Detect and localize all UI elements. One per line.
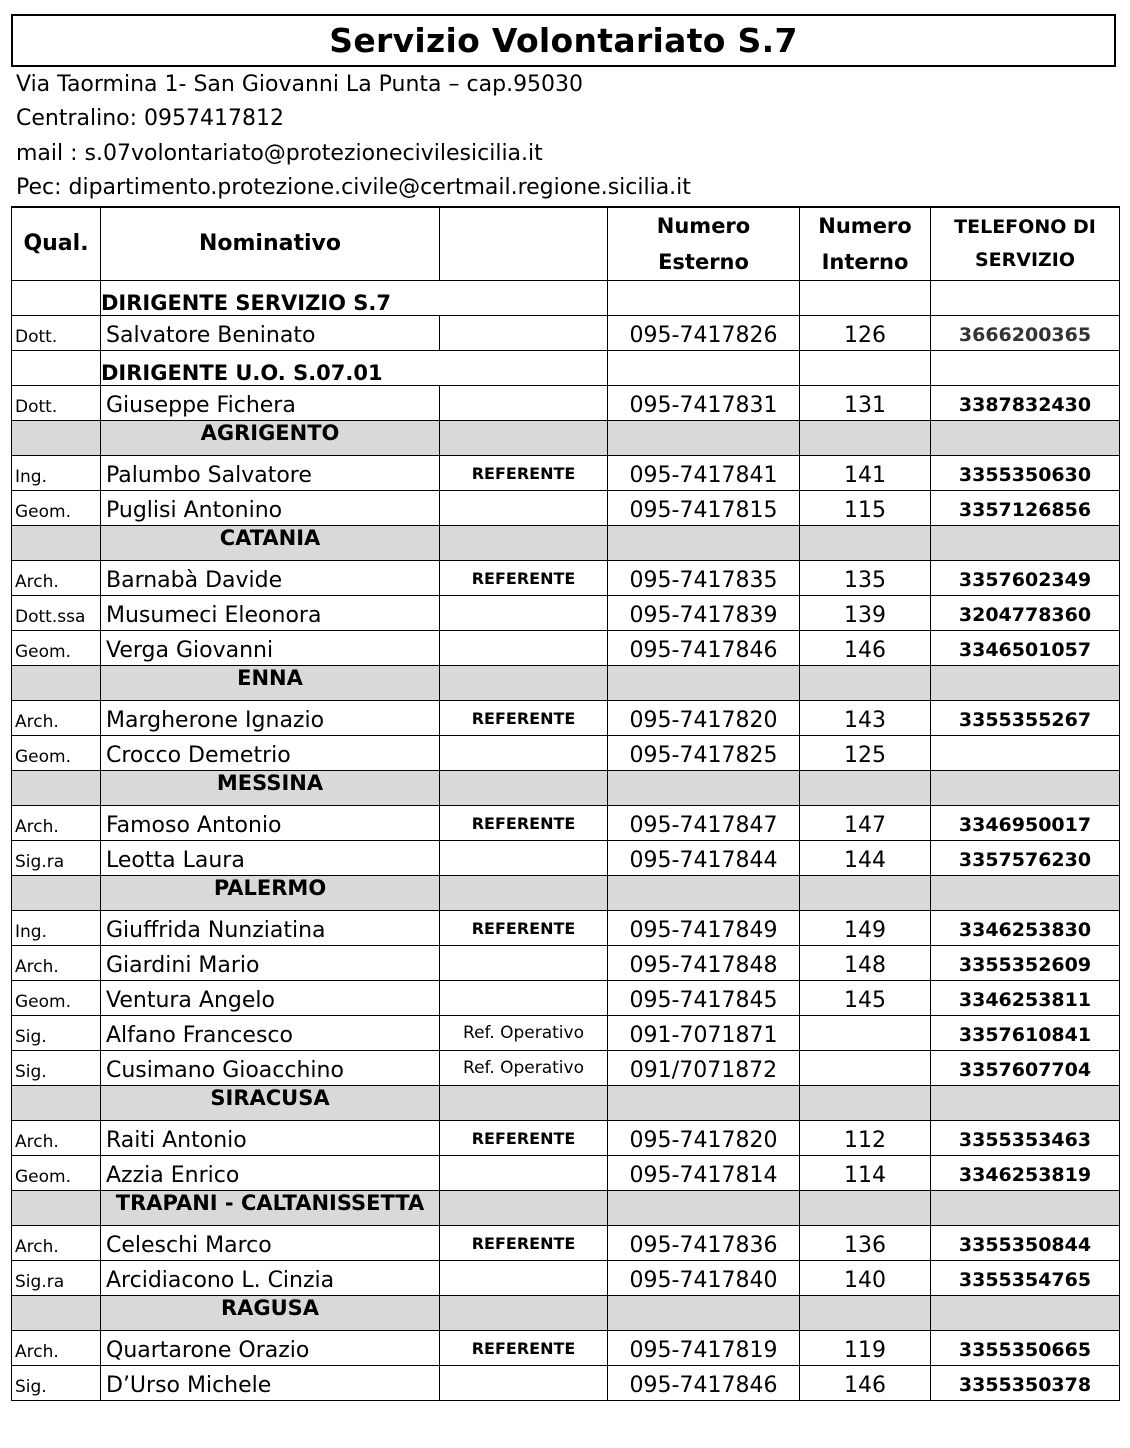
qualification-cell: Arch. xyxy=(12,1331,101,1366)
pec-line: Pec: dipartimento.protezione.civile@certmail.regione.sicilia.it xyxy=(16,175,691,200)
role-cell: REFERENTE xyxy=(440,1121,608,1156)
qualification-cell: Sig.ra xyxy=(12,1261,101,1296)
name-cell: Giuseppe Fichera xyxy=(101,386,440,421)
external-number-cell: 095-7417831 xyxy=(608,386,800,421)
internal-number-cell: 141 xyxy=(800,456,931,491)
empty-cell xyxy=(608,281,800,316)
region-name: CATANIA xyxy=(101,526,440,561)
empty-cell xyxy=(440,666,608,701)
empty-cell xyxy=(800,351,931,386)
internal-number-cell: 146 xyxy=(800,1366,931,1401)
qualification-cell: Ing. xyxy=(12,911,101,946)
region-name: AGRIGENTO xyxy=(101,421,440,456)
role-cell: REFERENTE xyxy=(440,456,608,491)
external-number-cell: 095-7417847 xyxy=(608,806,800,841)
empty-cell xyxy=(800,1086,931,1121)
service-phone-cell: 3387832430 xyxy=(931,386,1120,421)
empty-cell xyxy=(608,421,800,456)
empty-cell xyxy=(440,526,608,561)
table-row xyxy=(12,631,1120,666)
table-row xyxy=(12,806,1120,841)
external-number-cell: 095-7417846 xyxy=(608,631,800,666)
header-qual: Qual. xyxy=(12,207,101,281)
name-cell: Salvatore Beninato xyxy=(101,316,440,351)
role-cell: REFERENTE xyxy=(440,1226,608,1261)
role-cell xyxy=(440,1261,608,1296)
qualification-cell: Geom. xyxy=(12,491,101,526)
empty-cell xyxy=(931,281,1120,316)
role-cell xyxy=(440,736,608,771)
contacts-table xyxy=(11,206,1120,1401)
empty-cell xyxy=(608,771,800,806)
internal-number-cell: 119 xyxy=(800,1331,931,1366)
name-cell: Palumbo Salvatore xyxy=(101,456,440,491)
internal-number-cell: 136 xyxy=(800,1226,931,1261)
external-number-cell: 095-7417819 xyxy=(608,1331,800,1366)
empty-cell xyxy=(440,1296,608,1331)
qualification-cell: Geom. xyxy=(12,1156,101,1191)
name-cell: Margherone Ignazio xyxy=(101,701,440,736)
qualification-cell: Arch. xyxy=(12,561,101,596)
empty-cell xyxy=(608,1086,800,1121)
region-header-row xyxy=(12,526,1120,561)
table-row xyxy=(12,1051,1120,1086)
header-nominativo: Nominativo xyxy=(101,207,440,281)
empty-cell xyxy=(12,876,101,911)
qualification-cell: Arch. xyxy=(12,1121,101,1156)
qualification-cell: Geom. xyxy=(12,631,101,666)
empty-cell xyxy=(608,1191,800,1226)
external-number-cell: 095-7417845 xyxy=(608,981,800,1016)
qualification-cell: Sig.ra xyxy=(12,841,101,876)
empty-cell xyxy=(608,1296,800,1331)
qualification-cell: Geom. xyxy=(12,981,101,1016)
table-row xyxy=(12,1121,1120,1156)
empty-cell xyxy=(12,1086,101,1121)
external-number-cell: 095-7417840 xyxy=(608,1261,800,1296)
qualification-cell: Arch. xyxy=(12,701,101,736)
switchboard-line: Centralino: 0957417812 xyxy=(16,106,284,131)
role-cell xyxy=(440,946,608,981)
service-phone-cell: 3357610841 xyxy=(931,1016,1120,1051)
qualification-cell: Ing. xyxy=(12,456,101,491)
qualification-cell: Geom. xyxy=(12,736,101,771)
empty-cell xyxy=(800,771,931,806)
internal-number-cell: 140 xyxy=(800,1261,931,1296)
external-number-cell: 091-7071871 xyxy=(608,1016,800,1051)
service-phone-cell: 3346253830 xyxy=(931,911,1120,946)
role-cell xyxy=(440,596,608,631)
service-phone-cell: 3666200365 xyxy=(931,316,1120,351)
name-cell: Crocco Demetrio xyxy=(101,736,440,771)
table-row xyxy=(12,981,1120,1016)
address-line: Via Taormina 1- San Giovanni La Punta – cap.95030 xyxy=(16,72,584,97)
region-header-row xyxy=(12,421,1120,456)
service-phone-cell: 3204778360 xyxy=(931,596,1120,631)
empty-cell xyxy=(12,1296,101,1331)
external-number-cell: 095-7417820 xyxy=(608,1121,800,1156)
role-cell xyxy=(440,981,608,1016)
qualification-cell: Sig. xyxy=(12,1366,101,1401)
empty-cell xyxy=(931,1296,1120,1331)
empty-cell xyxy=(608,876,800,911)
header-int-line2: Interno xyxy=(821,250,909,274)
name-cell: Alfano Francesco xyxy=(101,1016,440,1051)
external-number-cell: 095-7417849 xyxy=(608,911,800,946)
service-phone-cell: 3346501057 xyxy=(931,631,1120,666)
qualification-cell: Arch. xyxy=(12,1226,101,1261)
service-phone-cell: 3355350844 xyxy=(931,1226,1120,1261)
document-title-box xyxy=(11,14,1116,67)
table-row xyxy=(12,911,1120,946)
director-row xyxy=(12,386,1120,421)
service-phone-cell: 3355350665 xyxy=(931,1331,1120,1366)
external-number-cell: 091/7071872 xyxy=(608,1051,800,1086)
external-number-cell: 095-7417836 xyxy=(608,1226,800,1261)
name-cell: Raiti Antonio xyxy=(101,1121,440,1156)
role-cell xyxy=(440,1156,608,1191)
director-section-label: DIRIGENTE U.O. S.07.01 xyxy=(101,351,608,386)
director-section-label: DIRIGENTE SERVIZIO S.7 xyxy=(101,281,608,316)
empty-cell xyxy=(440,1086,608,1121)
internal-number-cell: 126 xyxy=(800,316,931,351)
empty-cell xyxy=(12,771,101,806)
service-phone-cell: 3355354765 xyxy=(931,1261,1120,1296)
service-phone-cell: 3346950017 xyxy=(931,806,1120,841)
service-phone-cell: 3355350378 xyxy=(931,1366,1120,1401)
table-body xyxy=(12,281,1120,1401)
director-section-row xyxy=(12,351,1120,386)
region-header-row xyxy=(12,1086,1120,1121)
table-row xyxy=(12,491,1120,526)
header-tel-line1: TELEFONO DI xyxy=(954,216,1096,238)
external-number-cell: 095-7417815 xyxy=(608,491,800,526)
name-cell: Famoso Antonio xyxy=(101,806,440,841)
region-header-row xyxy=(12,1191,1120,1226)
name-cell: Celeschi Marco xyxy=(101,1226,440,1261)
empty-cell xyxy=(12,351,101,386)
internal-number-cell: 115 xyxy=(800,491,931,526)
table-row xyxy=(12,1261,1120,1296)
name-cell: Cusimano Gioacchino xyxy=(101,1051,440,1086)
name-cell: Giardini Mario xyxy=(101,946,440,981)
name-cell: Arcidiacono L. Cinzia xyxy=(101,1261,440,1296)
empty-cell xyxy=(800,876,931,911)
service-phone-cell: 3357576230 xyxy=(931,841,1120,876)
empty-cell xyxy=(12,1191,101,1226)
table-row xyxy=(12,596,1120,631)
empty-cell xyxy=(931,1191,1120,1226)
table-row xyxy=(12,1366,1120,1401)
empty-cell xyxy=(931,351,1120,386)
name-cell: Puglisi Antonino xyxy=(101,491,440,526)
service-phone-cell: 3346253819 xyxy=(931,1156,1120,1191)
region-name: SIRACUSA xyxy=(101,1086,440,1121)
internal-number-cell: 144 xyxy=(800,841,931,876)
external-number-cell: 095-7417814 xyxy=(608,1156,800,1191)
document-title: Servizio Volontariato S.7 xyxy=(329,21,798,60)
table-row xyxy=(12,736,1120,771)
empty-cell xyxy=(800,281,931,316)
header-role xyxy=(440,207,608,281)
service-phone-cell xyxy=(931,736,1120,771)
external-number-cell: 095-7417825 xyxy=(608,736,800,771)
qualification-cell: Dott.ssa xyxy=(12,596,101,631)
role-cell xyxy=(440,631,608,666)
region-name: PALERMO xyxy=(101,876,440,911)
empty-cell xyxy=(12,526,101,561)
service-phone-cell: 3357602349 xyxy=(931,561,1120,596)
service-phone-cell: 3355353463 xyxy=(931,1121,1120,1156)
region-header-row xyxy=(12,876,1120,911)
service-phone-cell: 3357607704 xyxy=(931,1051,1120,1086)
region-name: RAGUSA xyxy=(101,1296,440,1331)
external-number-cell: 095-7417846 xyxy=(608,1366,800,1401)
empty-cell xyxy=(608,526,800,561)
role-cell xyxy=(440,1366,608,1401)
empty-cell xyxy=(931,771,1120,806)
empty-cell xyxy=(931,1086,1120,1121)
qualification-cell: Arch. xyxy=(12,946,101,981)
empty-cell xyxy=(800,526,931,561)
qualification-cell: Dott. xyxy=(12,386,101,421)
table-row xyxy=(12,561,1120,596)
empty-cell xyxy=(12,281,101,316)
internal-number-cell: 145 xyxy=(800,981,931,1016)
empty-cell xyxy=(800,1296,931,1331)
name-cell: Musumeci Eleonora xyxy=(101,596,440,631)
qualification-cell: Sig. xyxy=(12,1051,101,1086)
role-cell xyxy=(440,841,608,876)
empty-cell xyxy=(12,421,101,456)
name-cell: Azzia Enrico xyxy=(101,1156,440,1191)
role-cell: REFERENTE xyxy=(440,701,608,736)
empty-cell xyxy=(12,666,101,701)
table-row xyxy=(12,701,1120,736)
header-int-line1: Numero xyxy=(818,214,912,238)
empty-cell xyxy=(931,666,1120,701)
service-phone-cell: 3346253811 xyxy=(931,981,1120,1016)
empty-cell xyxy=(800,421,931,456)
header-tel-line2: SERVIZIO xyxy=(974,249,1076,271)
internal-number-cell: 135 xyxy=(800,561,931,596)
header-ext-line1: Numero xyxy=(656,214,751,238)
service-phone-cell: 3355352609 xyxy=(931,946,1120,981)
empty-cell xyxy=(931,876,1120,911)
internal-number-cell: 114 xyxy=(800,1156,931,1191)
region-header-row xyxy=(12,771,1120,806)
service-phone-cell: 3357126856 xyxy=(931,491,1120,526)
director-row xyxy=(12,316,1120,351)
role-cell xyxy=(440,491,608,526)
empty-cell xyxy=(931,421,1120,456)
internal-number-cell: 143 xyxy=(800,701,931,736)
qualification-cell: Sig. xyxy=(12,1016,101,1051)
role-cell: REFERENTE xyxy=(440,806,608,841)
role-cell xyxy=(440,386,608,421)
external-number-cell: 095-7417835 xyxy=(608,561,800,596)
internal-number-cell: 112 xyxy=(800,1121,931,1156)
role-cell: Ref. Operativo xyxy=(440,1016,608,1051)
header-internal-number xyxy=(800,207,931,281)
internal-number-cell: 147 xyxy=(800,806,931,841)
internal-number-cell: 125 xyxy=(800,736,931,771)
internal-number-cell xyxy=(800,1051,931,1086)
region-header-row xyxy=(12,1296,1120,1331)
table-row xyxy=(12,1016,1120,1051)
external-number-cell: 095-7417844 xyxy=(608,841,800,876)
internal-number-cell: 139 xyxy=(800,596,931,631)
table-row xyxy=(12,1331,1120,1366)
name-cell: Ventura Angelo xyxy=(101,981,440,1016)
region-name: ENNA xyxy=(101,666,440,701)
header-external-number xyxy=(608,207,800,281)
region-name: TRAPANI - CALTANISSETTA xyxy=(101,1191,440,1226)
empty-cell xyxy=(440,1191,608,1226)
empty-cell xyxy=(608,666,800,701)
empty-cell xyxy=(440,421,608,456)
mail-line: mail : s.07volontariato@protezionecivilesicilia.it xyxy=(16,141,543,166)
empty-cell xyxy=(931,526,1120,561)
qualification-cell: Dott. xyxy=(12,316,101,351)
region-header-row xyxy=(12,666,1120,701)
table-row xyxy=(12,1156,1120,1191)
external-number-cell: 095-7417839 xyxy=(608,596,800,631)
external-number-cell: 095-7417826 xyxy=(608,316,800,351)
qualification-cell: Arch. xyxy=(12,806,101,841)
header-service-phone xyxy=(931,207,1120,281)
name-cell: Quartarone Orazio xyxy=(101,1331,440,1366)
service-phone-cell: 3355355267 xyxy=(931,701,1120,736)
internal-number-cell: 149 xyxy=(800,911,931,946)
table-header-row xyxy=(12,207,1120,281)
external-number-cell: 095-7417820 xyxy=(608,701,800,736)
table-row xyxy=(12,456,1120,491)
name-cell: Verga Giovanni xyxy=(101,631,440,666)
empty-cell xyxy=(440,771,608,806)
name-cell: Giuffrida Nunziatina xyxy=(101,911,440,946)
role-cell xyxy=(440,316,608,351)
role-cell: Ref. Operativo xyxy=(440,1051,608,1086)
table-row xyxy=(12,841,1120,876)
name-cell: Barnabà Davide xyxy=(101,561,440,596)
role-cell: REFERENTE xyxy=(440,561,608,596)
empty-cell xyxy=(440,876,608,911)
empty-cell xyxy=(800,666,931,701)
role-cell: REFERENTE xyxy=(440,911,608,946)
internal-number-cell: 148 xyxy=(800,946,931,981)
table-row xyxy=(12,1226,1120,1261)
internal-number-cell: 131 xyxy=(800,386,931,421)
name-cell: D’Urso Michele xyxy=(101,1366,440,1401)
external-number-cell: 095-7417848 xyxy=(608,946,800,981)
empty-cell xyxy=(608,351,800,386)
director-section-row xyxy=(12,281,1120,316)
internal-number-cell: 146 xyxy=(800,631,931,666)
role-cell: REFERENTE xyxy=(440,1331,608,1366)
name-cell: Leotta Laura xyxy=(101,841,440,876)
external-number-cell: 095-7417841 xyxy=(608,456,800,491)
internal-number-cell xyxy=(800,1016,931,1051)
header-ext-line2: Esterno xyxy=(658,250,749,274)
table-row xyxy=(12,946,1120,981)
service-phone-cell: 3355350630 xyxy=(931,456,1120,491)
empty-cell xyxy=(800,1191,931,1226)
region-name: MESSINA xyxy=(101,771,440,806)
